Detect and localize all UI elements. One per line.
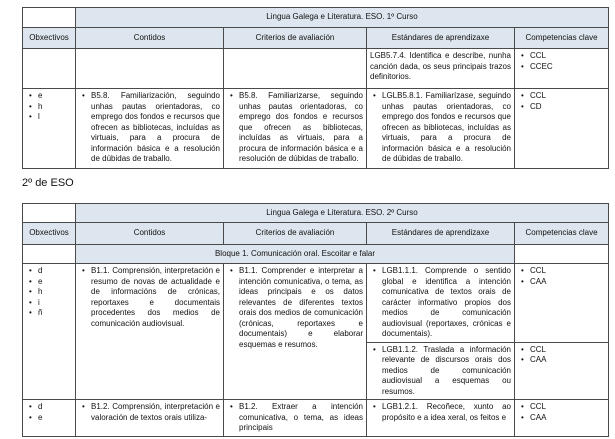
objective-item: • h <box>38 102 72 113</box>
competency-item: • CAA <box>530 277 605 288</box>
competency-item: • CCEC <box>530 62 605 73</box>
table-row <box>23 89 609 169</box>
objective-item: • d <box>38 266 72 277</box>
competency-item: • CCL <box>530 266 605 277</box>
standard-cell <box>367 342 515 400</box>
competencies-cell <box>515 89 609 169</box>
competency-item: • CAA <box>530 355 605 366</box>
content-cell <box>76 264 224 400</box>
competency-item: • CD <box>530 102 605 113</box>
competencies-cell <box>515 49 609 89</box>
objective-item: • i <box>38 298 72 309</box>
objectives-cell <box>23 400 76 437</box>
standard-item: • LGB1.1.1. Comprende o sentido global e identifica a intención comunicativa de textos orais de carácter informativo propios dos medios de comunicación audiovisual (reportaxes, crónicas e documentais). <box>382 266 511 340</box>
header-contents: Contidos <box>76 28 224 49</box>
competency-item: • CCL <box>530 345 605 356</box>
competency-item: • CAA <box>530 413 605 424</box>
competency-item: • CCL <box>530 91 605 102</box>
content-cell <box>76 400 224 437</box>
criteria-cell <box>224 264 367 400</box>
competency-item: • CCL <box>530 51 605 62</box>
objective-item: • e <box>38 91 72 102</box>
header-criteria: Criterios de avaliación <box>224 28 367 49</box>
block-title: Bloque 1. Comunicación oral. Escoitar e falar <box>76 245 515 264</box>
table-title: Lingua Galega e Literatura. ESO. 1º Curso <box>76 8 609 28</box>
standard-cell <box>367 89 515 169</box>
header-objectives: Obxectivos <box>23 223 76 245</box>
criteria-cell <box>224 89 367 169</box>
objectives-cell <box>23 264 76 400</box>
objective-item: • e <box>38 413 72 424</box>
curriculum-table-1 <box>22 7 609 169</box>
standard-item: • LGLB5.8.1. Familiarízase, seguindo unhas pautas orientadoras, co emprego dos fondos e recursos que ofrecen as bibliotecas, incluídas as virtuais, para a procura de información básica e a resolución de dúbidas de traballo. <box>382 91 511 165</box>
header-objectives: Obxectivos <box>23 28 76 49</box>
objective-item: • ñ <box>38 308 72 319</box>
competencies-cell <box>515 342 609 400</box>
competencies-cell <box>515 264 609 343</box>
header-criteria: Criterios de avaliación <box>224 223 367 245</box>
header-standards: Estándares de aprendizaxe <box>367 28 515 49</box>
header-competencies: Competencias clave <box>515 28 609 49</box>
objectives-cell <box>23 49 76 89</box>
content-item: • B1.1. Comprensión, interpretación e resumo de novas de actualidade e de informacións de crónicas, reportaxes e documentais procedentes dos medios de comunicación audiovisual. <box>91 266 220 329</box>
standard-cell: LGB5.7.4. Identifica e describe, nunha canción dada, os seus principais trazos definitorios. <box>367 49 515 89</box>
criteria-item: • B1.2. Extraer a intención comunicativa, o tema, as ideas principais <box>239 402 363 434</box>
criteria-item: • B5.8. Familiarizarse, seguindo unhas pautas orientadoras, co emprego dos fondos e recursos que ofrecen as bibliotecas, incluídas as virtuais, para a procura de información básica e a resolución de dúbidas de traballo. <box>239 91 363 165</box>
table-row <box>23 400 609 437</box>
header-competencies: Competencias clave <box>515 223 609 245</box>
standard-cell <box>367 400 515 437</box>
content-item: • B5.8. Familiarización, seguindo unhas pautas orientadoras, co emprego dos fondos e recursos que ofrecen as bibliotecas, incluídas as virtuais, para a procura de información básica e a resolución de dúbidas de traballo. <box>91 91 220 165</box>
competency-item: • CCL <box>530 402 605 413</box>
content-cell <box>76 49 224 89</box>
criteria-cell <box>224 49 367 89</box>
objective-item: • l <box>38 112 72 123</box>
content-cell <box>76 89 224 169</box>
criteria-item: • B1.1. Comprender e interpretar a intención comunicativa, o tema, as ideas principais e os datos relevantes de diferentes textos orais dos medios de comunicación (crónicas, reportaxes e documentais) e elaborar esquemas e resumos. <box>239 266 363 350</box>
table-row <box>23 264 609 343</box>
content-item: • B1.2. Comprensión, interpretación e valoración de textos orais utiliza- <box>91 402 220 423</box>
standard-item: • LGB1.1.2. Traslada a información relevante de discursos orais dos medios de comunicación audiovisual a esquemas ou resumos. <box>382 345 511 398</box>
curriculum-table-2 <box>22 203 609 437</box>
objective-item: • d <box>38 402 72 413</box>
table-row <box>23 49 609 89</box>
standard-item: • LGB1.2.1. Recoñece, xunto ao propósito e a idea xeral, os feitos e <box>382 402 511 423</box>
table-title: Lingua Galega e Literatura. ESO. 2º Curso <box>76 204 609 223</box>
section-heading: 2º de ESO <box>22 177 74 189</box>
criteria-cell <box>224 400 367 437</box>
objectives-cell <box>23 89 76 169</box>
objective-item: • h <box>38 287 72 298</box>
standard-cell <box>367 264 515 343</box>
objective-item: • e <box>38 277 72 288</box>
competencies-cell <box>515 400 609 437</box>
header-contents: Contidos <box>76 223 224 245</box>
header-standards: Estándares de aprendizaxe <box>367 223 515 245</box>
